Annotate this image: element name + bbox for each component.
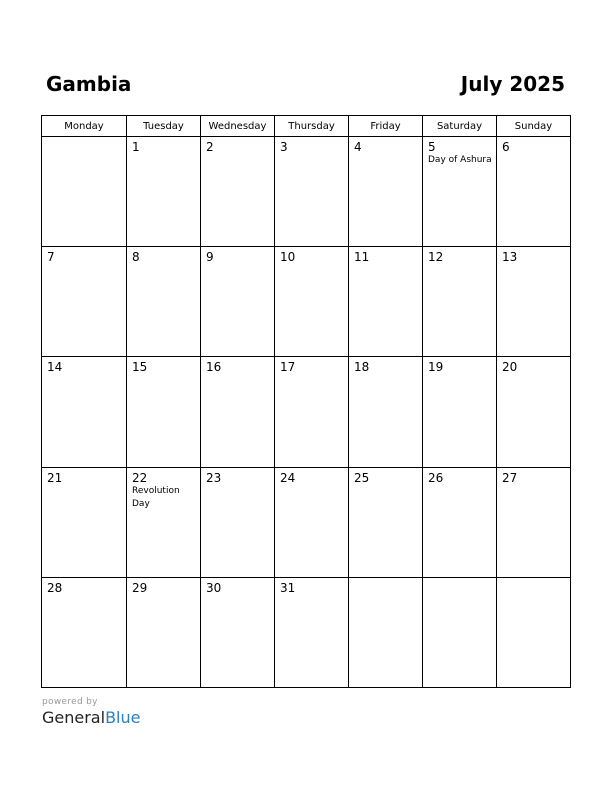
day-cell — [497, 577, 571, 687]
week-row — [42, 357, 571, 467]
day-number: 18 — [354, 360, 370, 375]
holiday-label: Revolution Day — [132, 485, 180, 509]
week-row — [42, 577, 571, 687]
day-number: 11 — [354, 250, 370, 265]
day-number: 28 — [47, 580, 63, 595]
day-cell — [423, 577, 497, 687]
day-cell — [349, 467, 423, 577]
holiday-label: Day of Ashura — [428, 155, 492, 165]
day-cell — [201, 137, 275, 247]
day-number: 31 — [280, 580, 296, 595]
day-number — [42, 137, 126, 140]
brand-blue: Blue — [105, 708, 141, 727]
day-cell — [349, 137, 423, 247]
day-cell — [127, 137, 201, 247]
country-title: Gambia — [46, 72, 132, 96]
footer-branding — [42, 697, 140, 728]
day-number: 8 — [132, 250, 140, 265]
day-number: 4 — [354, 140, 362, 154]
week-row — [42, 137, 571, 247]
day-cell — [127, 247, 201, 357]
week-row — [42, 247, 571, 357]
day-number — [497, 578, 570, 581]
weekday-header-friday: Friday — [349, 116, 423, 137]
day-cell — [349, 357, 423, 467]
day-cell — [42, 357, 127, 467]
day-number: 1 — [132, 140, 140, 154]
day-cell — [497, 357, 571, 467]
day-number: 15 — [132, 360, 148, 375]
day-cell — [497, 137, 571, 247]
weekday-header-saturday: Saturday — [423, 116, 497, 137]
weekday-header-sunday: Sunday — [497, 116, 571, 137]
day-number — [423, 578, 496, 581]
day-number: 3 — [280, 140, 288, 154]
weekday-header-monday: Monday — [42, 116, 127, 137]
day-number: 17 — [280, 360, 296, 375]
day-number: 22 — [132, 470, 148, 485]
day-number: 21 — [47, 470, 63, 485]
day-cell — [201, 467, 275, 577]
day-number: 6 — [502, 140, 510, 154]
day-number: 13 — [502, 250, 518, 265]
day-number: 26 — [428, 470, 444, 485]
day-cell — [201, 357, 275, 467]
day-number: 10 — [280, 250, 296, 265]
day-cell — [349, 577, 423, 687]
day-cell — [423, 137, 497, 247]
day-number: 27 — [502, 470, 518, 485]
day-number: 30 — [206, 580, 222, 595]
day-cell — [42, 467, 127, 577]
day-cell — [201, 577, 275, 687]
day-cell — [423, 247, 497, 357]
day-number: 14 — [47, 360, 63, 375]
day-number: 2 — [206, 140, 214, 154]
day-number: 5 — [428, 140, 436, 154]
calendar-grid — [41, 115, 571, 688]
day-cell — [423, 357, 497, 467]
day-cell — [127, 577, 201, 687]
day-cell — [275, 137, 349, 247]
day-cell — [127, 467, 201, 577]
day-cell — [349, 247, 423, 357]
brand-general: General — [42, 708, 106, 727]
weekday-header-tuesday: Tuesday — [127, 116, 201, 137]
day-cell — [275, 247, 349, 357]
day-number: 23 — [206, 470, 222, 485]
day-cell — [423, 467, 497, 577]
day-cell — [42, 247, 127, 357]
day-number: 29 — [132, 580, 148, 595]
day-cell — [275, 577, 349, 687]
day-cell — [201, 247, 275, 357]
day-number — [349, 578, 422, 581]
day-cell — [275, 357, 349, 467]
day-number: 25 — [354, 470, 370, 485]
weekday-header-row — [42, 116, 571, 137]
day-cell — [42, 137, 127, 247]
day-number: 24 — [280, 470, 296, 485]
day-cell — [42, 577, 127, 687]
day-cell — [127, 357, 201, 467]
day-cell — [497, 247, 571, 357]
day-number: 19 — [428, 360, 444, 375]
day-number: 9 — [206, 250, 214, 265]
day-number: 20 — [502, 360, 518, 375]
day-cell — [275, 467, 349, 577]
week-row — [42, 467, 571, 577]
generalblue-logo[interactable] — [42, 708, 140, 728]
day-number: 16 — [206, 360, 222, 375]
powered-by-text: powered by — [42, 697, 98, 707]
weekday-header-thursday: Thursday — [275, 116, 349, 137]
month-year-title: July 2025 — [460, 72, 565, 96]
day-number: 7 — [47, 250, 55, 265]
day-cell — [497, 467, 571, 577]
day-number: 12 — [428, 250, 444, 265]
weekday-header-wednesday: Wednesday — [201, 116, 275, 137]
